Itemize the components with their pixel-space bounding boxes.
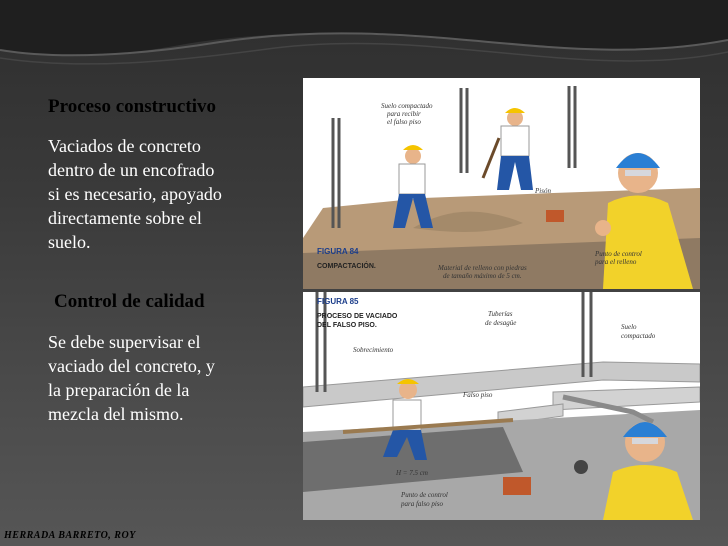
author-footer: HERRADA BARRETO, ROY: [4, 530, 136, 541]
note-material-2: de tamaño máximo de 5 cm.: [443, 272, 522, 280]
note-suelo-compactado: Suelo compactado: [381, 102, 433, 110]
note-tuberias: Tuberías: [488, 310, 513, 318]
figure-85-image: [303, 292, 700, 520]
figure-84-caption: COMPACTACIÓN.: [317, 263, 376, 270]
note-h: H = 7.5 cm: [396, 469, 428, 477]
note-para-recibir: para recibir: [387, 110, 421, 118]
figure-85-caption: PROCESO DE VACIADO: [317, 313, 398, 320]
section-body-control: Se debe supervisar el vaciado del concreto, y la preparación de la mezcla del mismo.: [48, 332, 215, 424]
note-punto-control-falso-2: para falso piso: [401, 500, 444, 508]
note-falso-piso: Falso piso: [463, 391, 493, 399]
note-pison: Pisón: [535, 187, 551, 195]
figure-85-caption-2: DEL FALSO PISO.: [317, 322, 377, 329]
note-punto-control-falso: Punto de control: [401, 491, 448, 499]
note-punto-control: Punto de control: [595, 250, 642, 258]
section-body-proceso: Vaciados de concreto dentro de un encofrado si es necesario, apoyado directamente sobre el suelo.: [48, 136, 222, 252]
note-punto-control-2: para el relleno: [595, 258, 637, 266]
note-material: Material de relleno con piedras: [438, 264, 527, 272]
section-title-proceso: Proceso constructivo: [48, 96, 216, 117]
figure-84-image: [303, 78, 700, 289]
figure-84-label: FIGURA 84: [317, 247, 359, 256]
note-suelo: Suelo: [621, 323, 637, 331]
section-title-control: Control de calidad: [54, 291, 205, 312]
note-compactado: compactado: [621, 332, 656, 340]
note-de-desague: de desagüe: [485, 319, 517, 327]
figure-85-label: FIGURA 85: [317, 297, 359, 306]
note-el-falso-piso: el falso piso: [387, 118, 421, 126]
note-sobrecimiento: Sobrecimiento: [353, 346, 394, 354]
